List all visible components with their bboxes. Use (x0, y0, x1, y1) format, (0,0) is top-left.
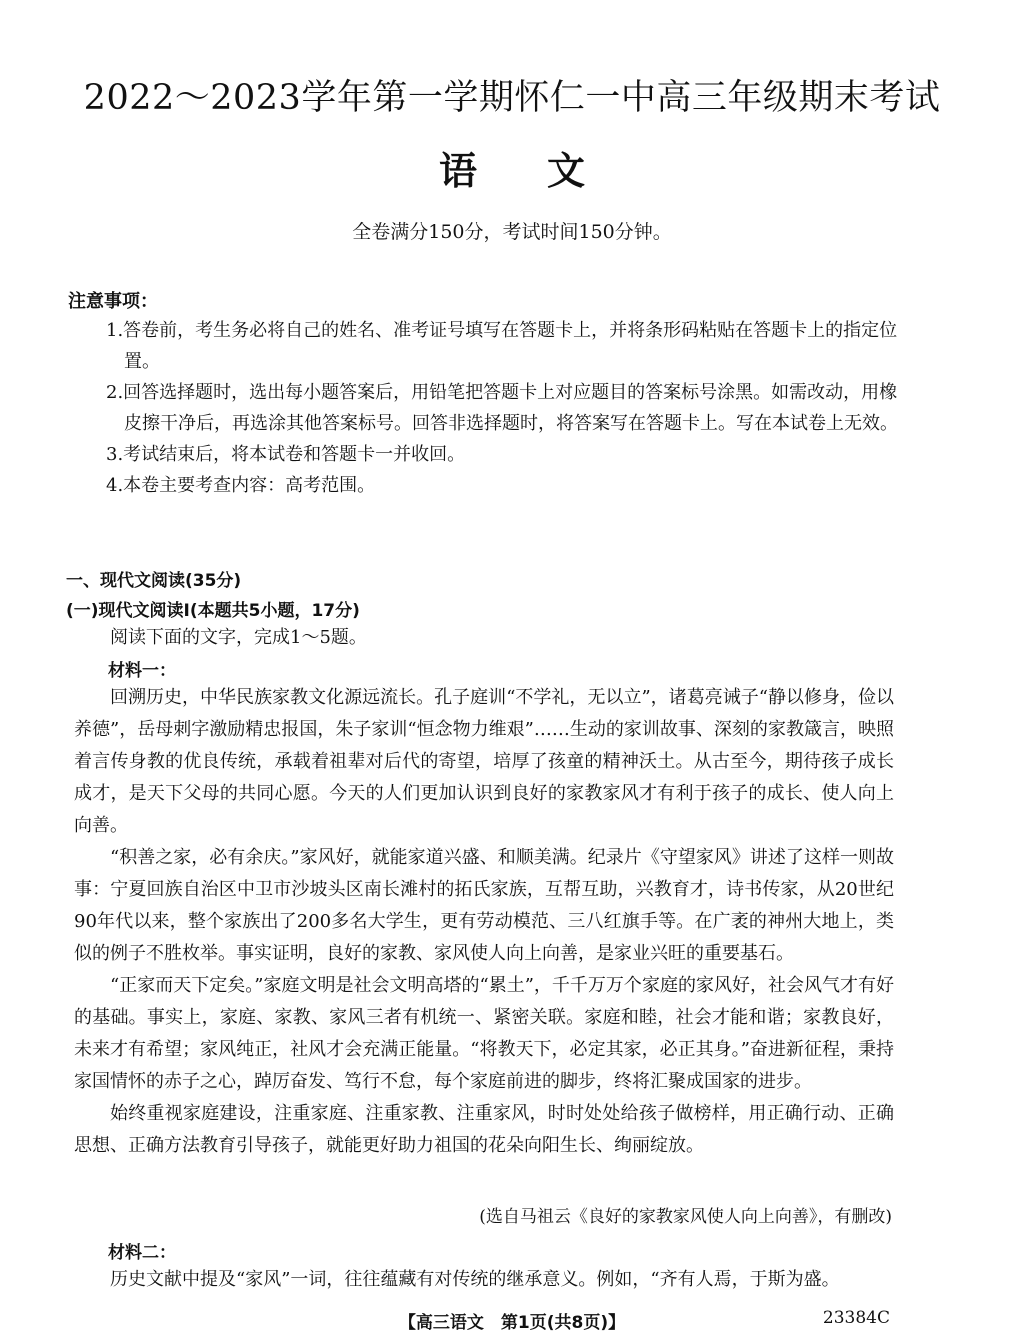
notice-item: 2.回答选择题时，选出每小题答案后，用铅笔把答题卡上对应题目的答案标号涂黑。如需改动，用橡皮擦干净后，再选涂其他答案标号。回答非选择题时，将答案写在答题卡上。写在本试卷上无效。 (106, 382, 898, 434)
notice-list (106, 315, 906, 501)
material1-body (74, 682, 894, 1162)
paragraph: 回溯历史，中华民族家教文化源远流长。孔子庭训“不学礼，无以立”，诸葛亮诫子“静以修身，俭以养德”，岳母刺字激励精忠报国，朱子家训“恒念物力维艰”……生动的家训故事、深刻的家教箴言，映照着言传身教的优良传统，承载着祖辈对后代的寄望，培厚了孩童的精神沃土。从古至今，期待孩子成长成才，是天下父母的共同心愿。今天的人们更加认识到良好的家教家风才有利于孩子的成长、使人向上向善。 (74, 687, 894, 836)
instruction: 阅读下面的文字，完成1～5题。 (110, 627, 367, 648)
page-footer: 【高三语文 第1页(共8页)】 (398, 1313, 626, 1333)
score-info: 全卷满分150分，考试时间150分钟。 (352, 221, 672, 243)
paragraph: 始终重视家庭建设，注重家庭、注重家教、注重家风，时时处处给孩子做榜样，用正确行动、正确思想、正确方法教育引导孩子，就能更好助力祖国的花朵向阳生长、绚丽绽放。 (74, 1103, 894, 1156)
notice-heading: 注意事项： (68, 291, 158, 312)
exam-code: 23384C (822, 1308, 890, 1328)
subsection-title: (一)现代文阅读Ⅰ(本题共5小题，17分) (66, 601, 360, 621)
source-citation: (选自马祖云《良好的家教家风使人向上向善》，有删改) (479, 1207, 892, 1227)
section-title: 一、现代文阅读(35分) (66, 571, 242, 591)
notice-item: 1.答卷前，考生务必将自己的姓名、准考证号填写在答题卡上，并将条形码粘贴在答题卡上的指定位置。 (106, 320, 898, 372)
notice-item: 3.考试结束后，将本试卷和答题卡一并收回。 (106, 444, 466, 465)
exam-title: 2022～2023学年第一学期怀仁一中高三年级期末考试 (83, 78, 941, 118)
paragraph: 历史文献中提及“家风”一词，往往蕴藏有对传统的继承意义。例如，“齐有人焉，于斯为盛。 (110, 1269, 840, 1290)
material2-label: 材料二： (108, 1243, 176, 1263)
paragraph: “积善之家，必有余庆。”家风好，就能家道兴盛、和顺美满。纪录片《守望家风》讲述了这样一则故事：宁夏回族自治区中卫市沙坡头区南长滩村的拓氏家族，互帮互助，兴教育才，诗书传家，从20世纪90年代以来，整个家族出了200多名大学生，更有劳动模范、三八红旗手等。在广袤的神州大地上，类似的例子不胜枚举。事实证明，良好的家教、家风使人向上向善，是家业兴旺的重要基石。 (74, 847, 894, 964)
material1-label: 材料一： (108, 661, 176, 681)
subject-title: 语文 (438, 148, 655, 193)
notice-item: 4.本卷主要考查内容：高考范围。 (106, 475, 376, 496)
paragraph: “正家而天下定矣。”家庭文明是社会文明高塔的“累土”，千千万万个家庭的家风好，社会风气才有好的基础。事实上，家庭、家教、家风三者有机统一、紧密关联。家庭和睦，社会才能和谐；家教良好，未来才有希望；家风纯正，社风才会充满正能量。“将教天下，必定其家，必正其身。”奋进新征程，秉持家国情怀的赤子之心，踔厉奋发、笃行不怠，每个家庭前进的脚步，终将汇聚成国家的进步。 (74, 975, 894, 1092)
material2-body (74, 1264, 894, 1296)
